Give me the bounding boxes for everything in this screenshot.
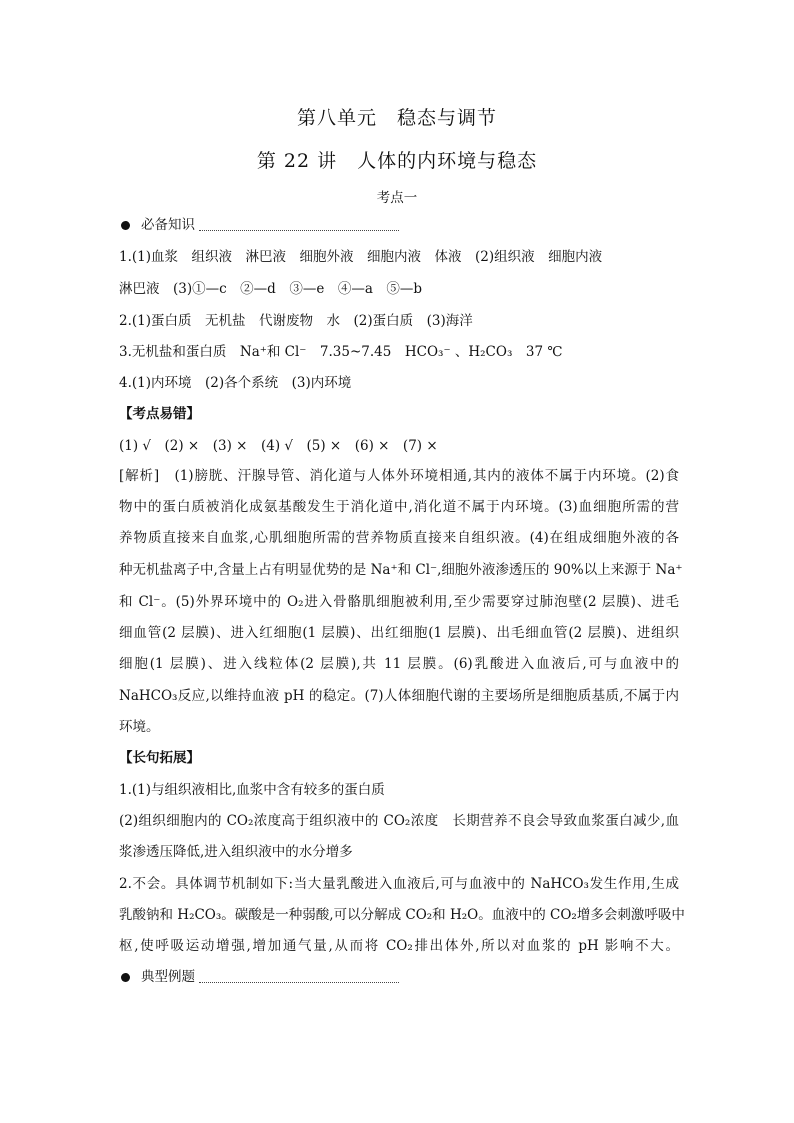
section-examples-title: 典型例题 — [141, 969, 195, 985]
section-examples-heading — [119, 967, 679, 987]
dotted-leader — [199, 219, 399, 231]
analysis-line: NaHCO₃反应,以维持血液 pH 的稳定。(7)人体细胞代谢的主要场所是细胞质基质,不属于内 — [119, 688, 679, 704]
extension-line: 枢,使呼吸运动增强,增加通气量,从而将 CO₂排出体外,所以对血浆的 pH 影响不大。 — [119, 938, 679, 954]
knowledge-line: 1.(1)血浆 组织液 淋巴液 细胞外液 细胞内液 体液 (2)组织液 细胞内液 — [119, 249, 603, 265]
extension-line: 2.不会。具体调节机制如下:当大量乳酸进入血液后,可与血液中的 NaHCO₃发生作用,生成 — [119, 876, 679, 892]
knowledge-line: 2.(1)蛋白质 无机盐 代谢废物 水 (2)蛋白质 (3)海洋 — [119, 313, 473, 329]
analysis-line: [解析] (1)膀胱、汗腺导管、消化道与人体外环境相通,其内的液体不属于内环境。(2)食 — [119, 468, 679, 484]
analysis-line: 细胞(1 层膜)、进入线粒体(2 层膜),共 11 层膜。(6)乳酸进入血液后,可与血液中的 — [119, 656, 679, 672]
analysis-line: 物中的蛋白质被消化成氨基酸发生于消化道中,消化道不属于内环境。(3)血细胞所需的营 — [119, 499, 679, 515]
section-errors-title: 【考点易错】 — [119, 406, 200, 422]
section-knowledge-title: 必备知识 — [141, 217, 195, 233]
point-title: 考点一 — [376, 190, 418, 206]
analysis-line: 种无机盐离子中,含量上占有明显优势的是 Na⁺和 Cl⁻,细胞外液渗透压的 90%以上来源于 Na⁺ — [119, 562, 683, 578]
bullet-icon — [121, 973, 130, 982]
extension-line: (2)组织细胞内的 CO₂浓度高于组织液中的 CO₂浓度 长期营养不良会导致血浆蛋白减少,血 — [119, 813, 679, 829]
knowledge-line: 淋巴液 (3)①—c ②—d ③—e ④—a ⑤—b — [119, 281, 423, 297]
analysis-line: 细血管(2 层膜)、进入红细胞(1 层膜)、出红细胞(1 层膜)、出毛细血管(2 层膜)、进组织 — [119, 625, 679, 641]
extension-line: 1.(1)与组织液相比,血浆中含有较多的蛋白质 — [119, 782, 385, 798]
knowledge-line: 4.(1)内环境 (2)各个系统 (3)内环境 — [119, 375, 352, 391]
section-knowledge-heading — [119, 215, 679, 235]
analysis-line: 环境。 — [119, 719, 160, 735]
answers-line: (1) √ (2) × (3) × (4) √ (5) × (6) × (7) × — [119, 438, 438, 454]
bullet-icon — [121, 221, 130, 230]
analysis-line: 养物质直接来自血浆,心肌细胞所需的营养物质直接来自组织液。(4)在组成细胞外液的各 — [119, 530, 679, 546]
extension-line: 乳酸钠和 H₂CO₃。碳酸是一种弱酸,可以分解成 CO₂和 H₂O。血液中的 CO₂增多会刺激呼吸中 — [119, 907, 685, 923]
section-extension-title: 【长句拓展】 — [119, 750, 200, 766]
knowledge-line: 3.无机盐和蛋白质 Na⁺和 Cl⁻ 7.35~7.45 HCO₃⁻ 、H₂CO₃ 37 ℃ — [119, 344, 563, 360]
extension-line: 浆渗透压降低,进入组织液中的水分增多 — [119, 844, 353, 860]
analysis-line: 和 Cl⁻。(5)外界环境中的 O₂进入骨骼肌细胞被利用,至少需要穿过肺泡壁(2 层膜)、进毛 — [119, 594, 679, 610]
dotted-leader — [199, 971, 399, 983]
unit-title: 第八单元 稳态与调节 — [296, 107, 497, 129]
lecture-title: 第 22 讲 人体的内环境与稳态 — [256, 150, 538, 172]
